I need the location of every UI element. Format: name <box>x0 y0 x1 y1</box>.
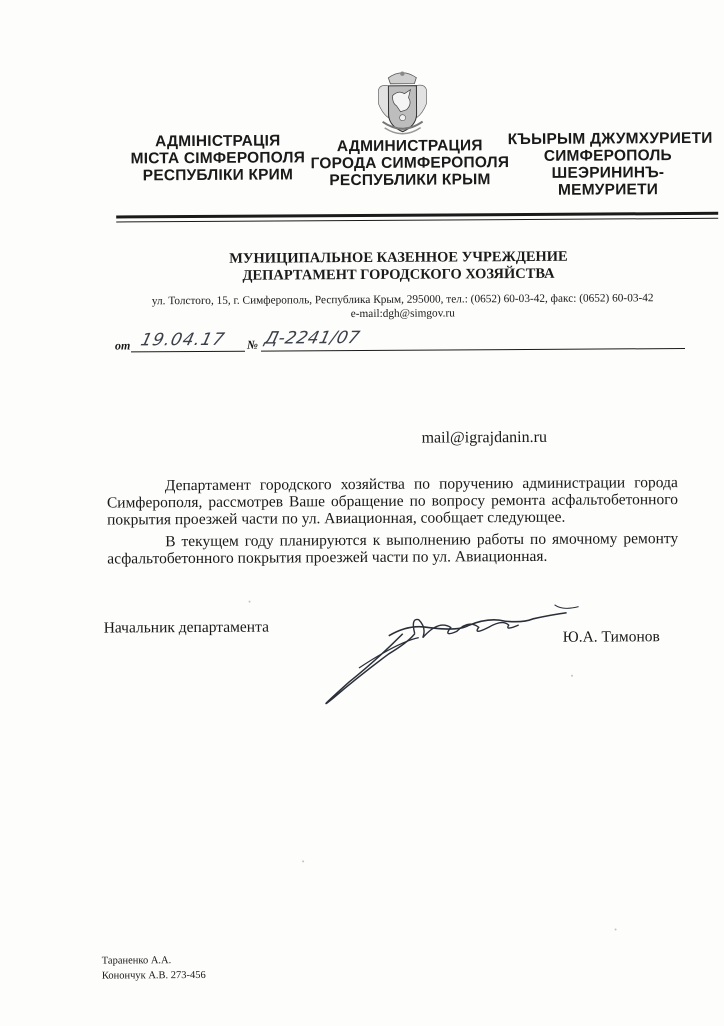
organization-line-1: МУНИЦИПАЛЬНОЕ КАЗЕННОЕ УЧРЕЖДЕНИЕ <box>229 248 568 267</box>
signatory-title: Начальник департамента <box>103 618 269 637</box>
registration-line <box>115 328 685 355</box>
executors-block <box>102 953 206 984</box>
organization-address <box>123 291 683 322</box>
header-crimean-tatar-line-1: КЪЫРЫМ ДЖУМХУРИЕТИ <box>507 129 713 149</box>
from-label: от <box>114 338 131 353</box>
scan-noise <box>0 0 721 2</box>
recipient-email: mail@igrajdanin.ru <box>421 428 547 447</box>
header-ukrainian-line-1: АДМІНІСТРАЦІЯ <box>155 132 281 151</box>
executor-line-2: Конончук А.В. 273-456 <box>101 969 206 982</box>
date-underline <box>131 351 245 353</box>
header-crimean-tatar-line-3: ШЕЭРИНИНЪ- <box>551 164 665 182</box>
header-russian <box>310 137 510 189</box>
header-ukrainian <box>118 132 318 184</box>
header-divider-thin <box>116 218 718 223</box>
address-email: e-mail:dgh@simgov.ru <box>350 307 455 321</box>
header-russian-line-2: ГОРОДА СИМФЕРОПОЛЯ <box>310 154 510 173</box>
letter-body <box>107 474 679 567</box>
header-russian-line-1: АДМИНИСТРАЦИЯ <box>336 137 483 156</box>
number-underline <box>261 348 685 352</box>
organization-line-2: ДЕПАРТАМЕНТ ГОРОДСКОГО ХОЗЯЙСТВА <box>242 265 555 284</box>
header-crimean-tatar-line-2: СИМФЕРОПОЛЬ <box>543 147 672 165</box>
executor-line-1: Тараненко А.А. <box>101 955 172 967</box>
header-russian-line-3: РЕСПУБЛИКИ КРЫМ <box>329 171 491 190</box>
handwritten-signature-icon <box>319 597 590 711</box>
signatory-name: Ю.А. Тимонов <box>562 628 660 646</box>
handwritten-date: 19.04.17 <box>138 329 228 351</box>
address-line: ул. Толстого, 15, г. Симферополь, Республика Крым, 295000, тел.: (0652) 60-03-42, факс: (0652) 60-03-42 <box>151 292 654 308</box>
body-paragraph-2: В текущем году планируются к выполнению работы по ямочному ремонту асфальтобетонного покрытия проезжей части по ул. Авиационная. <box>107 530 679 568</box>
header-ukrainian-line-2: МІСТА СІМФЕРОПОЛЯ <box>130 149 306 168</box>
header-crimean-tatar-line-4: МЕМУРИЕТИ <box>557 181 659 199</box>
handwritten-number: Д-2241/07 <box>262 327 362 349</box>
header-ukrainian-line-3: РЕСПУБЛІКИ КРИМ <box>142 166 294 185</box>
number-label: № <box>246 337 259 352</box>
crimea-coat-of-arms-icon <box>374 68 430 140</box>
body-paragraph-1: Департамент городского хозяйства по поручению администрации города Симферополя, рассмотрев Ваше обращение по вопросу ремонта асфальтобетонного покрытия проезжей части по ул. Авиационная, сообщает следующее. <box>106 474 678 529</box>
header-crimean-tatar <box>507 129 713 199</box>
organization-name <box>148 248 648 285</box>
